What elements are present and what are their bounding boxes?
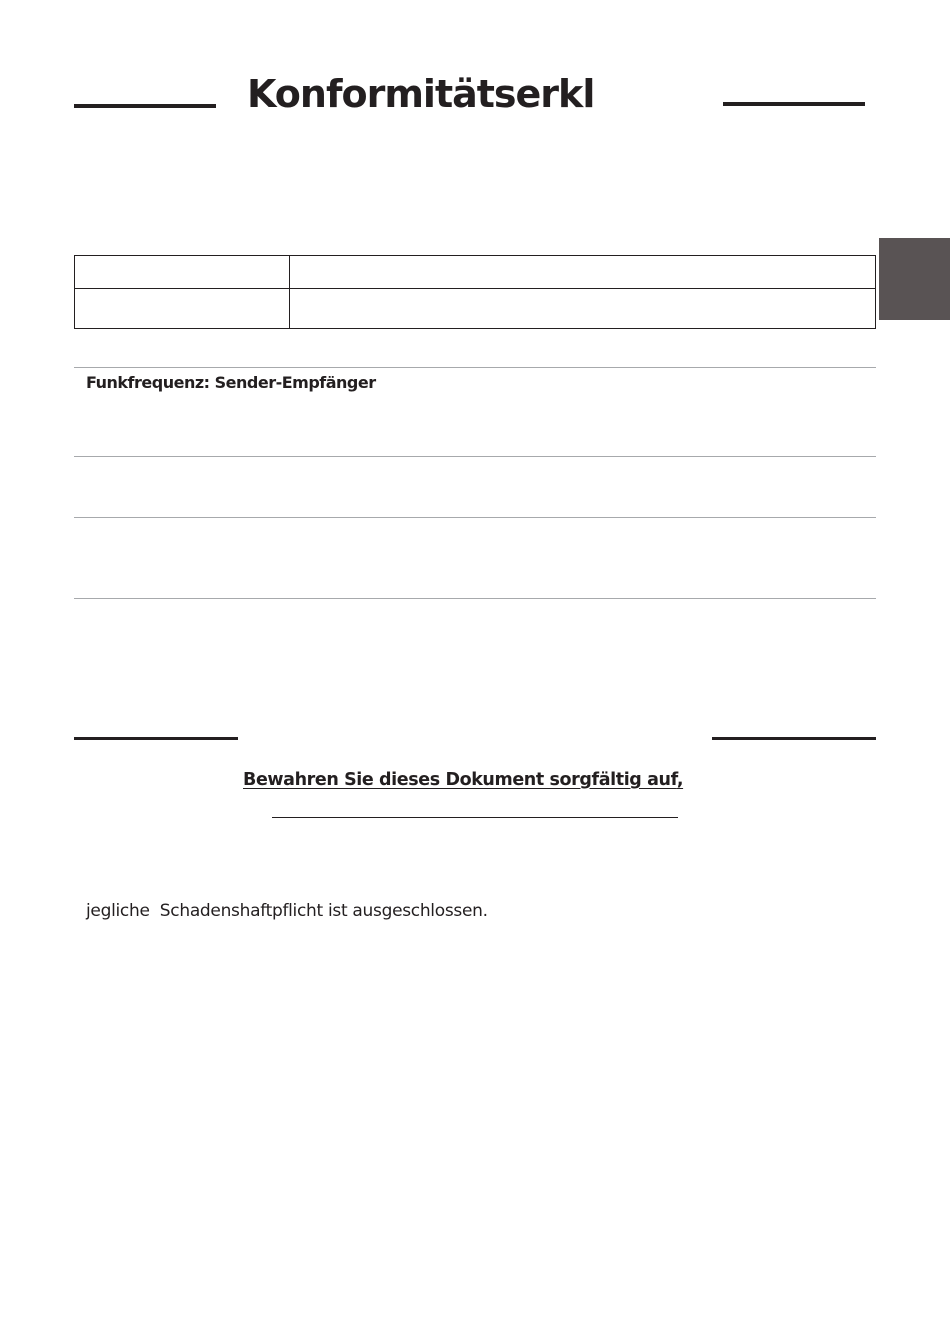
section-divider	[74, 598, 876, 599]
table-row	[75, 289, 876, 329]
title-rule-left	[74, 104, 216, 108]
frequency-heading: Funkfrequenz: Sender-Empfänger	[86, 373, 376, 392]
title-rule-right	[723, 102, 865, 106]
keep-document-note-text: Bewahren Sie dieses Dokument sorgfältig auf	[243, 770, 677, 790]
note-underline-rule	[272, 817, 678, 818]
table-cell	[290, 256, 876, 289]
section-divider	[74, 367, 876, 368]
section-tab-marker	[879, 238, 950, 320]
table-cell	[75, 289, 290, 329]
section-rule-left	[74, 737, 238, 740]
product-info-table	[74, 255, 876, 329]
table-cell	[290, 289, 876, 329]
keep-document-note-punct: ,	[676, 770, 684, 790]
keep-document-note	[243, 770, 683, 790]
section-rule-right	[712, 737, 876, 740]
table-row	[75, 256, 876, 289]
liability-statement: jegliche Schadenshaftpflicht ist ausgeschlossen.	[86, 901, 488, 921]
page-title: Konformitätserkl	[247, 72, 595, 116]
section-divider	[74, 517, 876, 518]
section-divider	[74, 456, 876, 457]
table-cell	[75, 256, 290, 289]
